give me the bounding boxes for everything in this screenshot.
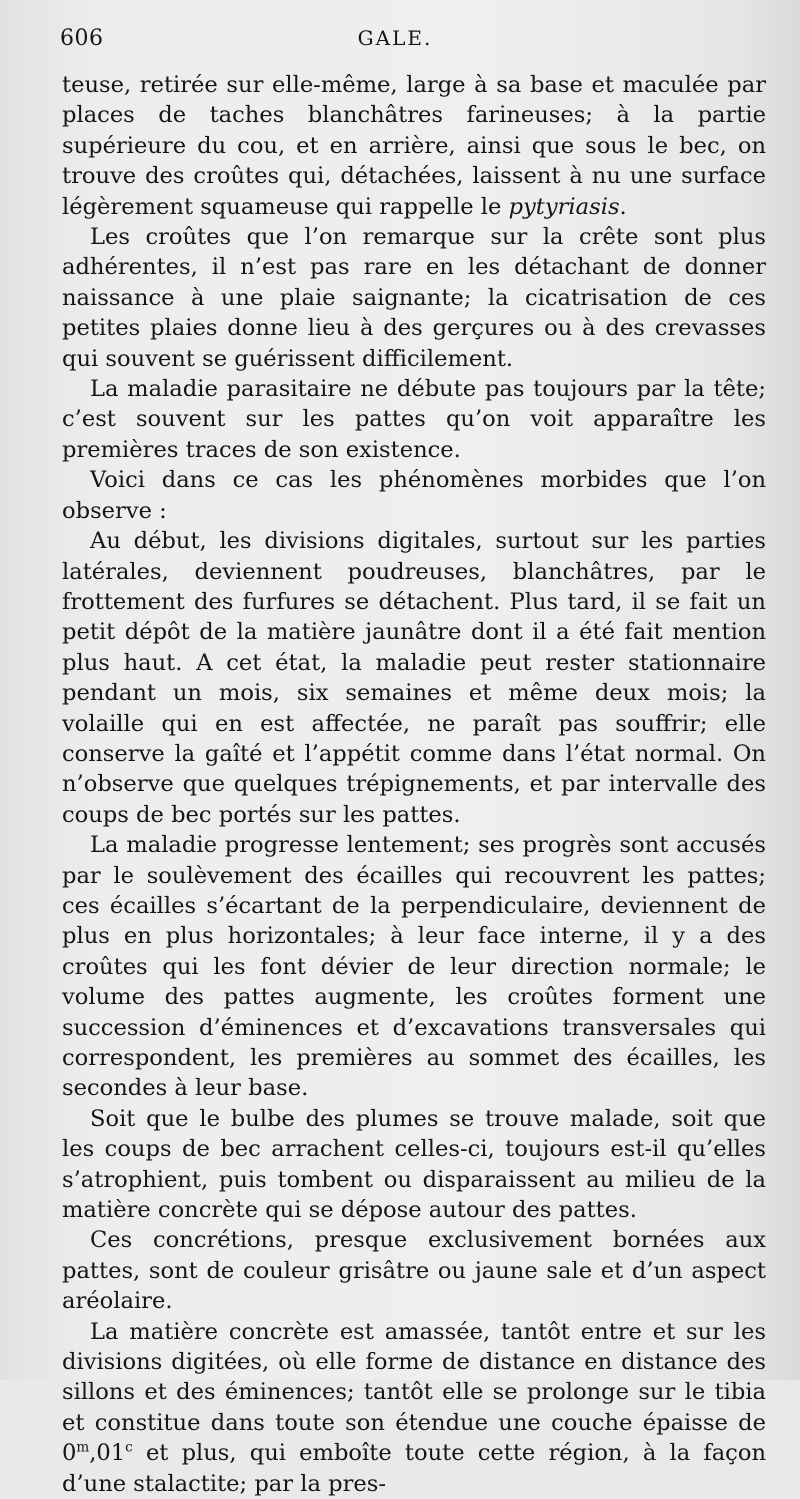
paragraph-2: Les croûtes que l’on remarque sur la crête sont plus adhérentes, il n’est pas rare en les détachant de donner naissance à une plaie saignante; la cicatrisation de ces petites plaies donne lieu à des gerçures ou à des crevasses qui souvent se guérissent difficilement. (62, 224, 766, 372)
unit-superscript: m (76, 1439, 90, 1456)
paragraph-9: La matière concrète est amassée, tantôt entre et sur les divisions digitées, où elle forme de distance en distance des sillons et des éminences; tantôt elle se prolonge sur le tibia et constitue dans toute son étendue une couche épaisse de 0$^m$,01$^c$ et plus, qui emboîte toute cette région, à la façon d’une stalactite; par la pres- (62, 1318, 766, 1497)
page-header (60, 26, 760, 60)
body-text (62, 70, 766, 1499)
paragraph-1: teuse, retirée sur elle-même, large à sa base et maculée par places de taches blanchâtres farineuses; à la partie supérieure du cou, et en arrière, ainsi que sous le bec, on trouve des croûtes qui, détachées, laissent à nu une surface légèrement squameuse qui rappelle le pytyriasis. (62, 72, 766, 220)
italic-term: pytyriasis (508, 193, 620, 220)
paragraph-5: Au début, les divisions digitales, surtout sur les parties latérales, deviennent poudreuses, blanchâtres, par le frottement des furfures se détachent. Plus tard, il se fait un petit dépôt de la matière jaunâtre dont il a été fait mention plus haut. A cet état, la maladie peut rester stationnaire pendant un mois, six semaines et même deux mois; la volaille qui en est affectée, ne paraît pas souffrir; elle conserve la gaîté et l’appétit comme dans l’état normal. On n’observe que quelques trépignements, et par intervalle des coups de bec portés sur les pattes. (62, 528, 766, 828)
paragraph-4: Voici dans ce cas les phénomènes morbides que l’on observe : (62, 467, 766, 524)
unit-superscript: c (125, 1439, 133, 1456)
running-title: GALE. (357, 26, 433, 50)
paragraph-3: La maladie parasitaire ne débute pas toujours par la tête; c’est souvent sur les pattes qu’on voit apparaître les premières traces de son existence. (62, 376, 766, 463)
page-number: 606 (60, 26, 104, 51)
paragraph-6: La maladie progresse lentement; ses progrès sont accusés par le soulèvement des écailles qui recouvrent les pattes; ces écailles s’écartant de la perpendiculaire, deviennent de plus en plus horizontales; à leur face interne, il y a des croûtes qui les font dévier de leur direction normale; le volume des pattes augmente, les croûtes forment une succession d’éminences et d’excavations transversales qui correspondent, les premières au sommet des écailles, les secondes à leur base. (62, 832, 766, 1102)
paragraph-8: Ces concrétions, presque exclusivement bornées aux pattes, sont de couleur grisâtre ou jaune sale et d’un aspect aréolaire. (62, 1227, 766, 1315)
paragraph-7: Soit que le bulbe des plumes se trouve malade, soit que les coups de bec arrachent celles-ci, toujours est-il qu’elles s’atrophient, puis tombent ou disparaissent au milieu de la matière concrète qui se dépose autour des pattes. (62, 1105, 766, 1224)
